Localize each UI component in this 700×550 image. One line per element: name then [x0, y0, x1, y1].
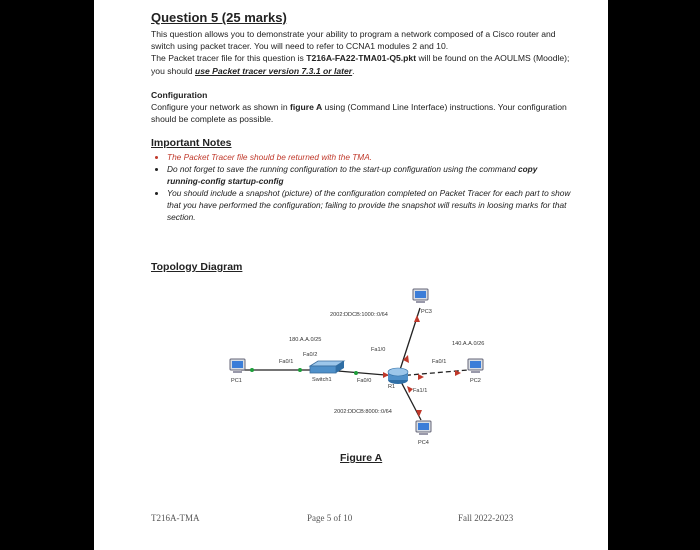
question-title: Question 5 (25 marks) [151, 10, 287, 25]
intro-2-end: . [352, 65, 355, 76]
label-pc3-ipv6: 2002:DDCB:1000::0/64 [330, 312, 388, 318]
pc2-icon [468, 359, 483, 373]
label-sw-fa02: Fa0/2 [303, 352, 318, 358]
intro-paragraph-1: This question allows you to demonstrate your ability to program a network composed of a Cisco router and switch using packet tracer. You will need to refer to CCNA1 modules 2 and 10. [151, 29, 556, 52]
pkt-filename: T216A-FA22-TMA01-Q5.pkt [306, 53, 417, 64]
figure-ref: figure A [290, 101, 323, 112]
config-suffix: using (Command Line Interface) instructions. Your configuration should be complete as possible. [151, 101, 567, 125]
label-pc4-ipv6: 2002:DDCB:8000::0/64 [334, 409, 392, 415]
link-markers [250, 315, 461, 417]
note-item-1: • The Packet Tracer file should be returned with the TMA. [167, 151, 573, 163]
notes-heading: Important Notes [151, 137, 232, 150]
pc1-icon [230, 359, 245, 373]
label-r-fa00: Fa0/0 [357, 378, 372, 384]
router-icon [388, 368, 408, 384]
label-sw-fa01: Fa0/1 [279, 359, 294, 365]
footer-left: T216A-TMA [151, 513, 200, 523]
configuration-heading: Configuration [151, 89, 208, 100]
pc4-icon [416, 421, 431, 435]
version-note: use Packet tracer version 7.3.1 or later [194, 65, 353, 76]
label-switch: Switch1 [312, 377, 332, 383]
label-r-fa01: Fa0/1 [432, 359, 447, 365]
topology-heading: Topology Diagram [151, 261, 243, 273]
label-pc4: PC4 [418, 440, 429, 446]
label-net-right: 140.A.A.0/26 [452, 341, 485, 347]
label-pc1: PC1 [231, 378, 242, 384]
note-2-command: copy running-config startup-config [167, 164, 538, 187]
config-prefix: Configure your network as shown in [151, 101, 291, 112]
intro-2-mid: will be found on the AOULMS (Moodle); you should [151, 53, 570, 76]
figure-caption: Figure A [340, 452, 383, 464]
intro-2-prefix: The Packet tracer file for this question is [151, 53, 307, 64]
label-router: R1 [388, 384, 396, 390]
note-item-3: • You should include a snapshot (picture) of the configuration completed on Packet Tracer for each part to show that you have performed the configuration; failing to provide the snapshot will results in loosing marks for that section. [167, 187, 573, 223]
label-net-left: 180.A.A.0/25 [289, 337, 322, 343]
pc3-icon [413, 289, 428, 303]
note-2-text: Do not forget to save the running configuration to the start-up configuration using the command [167, 164, 518, 175]
label-r-fa10: Fa1/0 [371, 347, 386, 353]
footer-right: Fall 2022-2023 [458, 513, 514, 523]
label-r-fa11: Fa1/1 [413, 388, 428, 394]
label-pc2: PC2 [470, 378, 481, 384]
label-pc3: PC3 [421, 309, 432, 315]
footer-page-number: Page 5 of 10 [307, 513, 353, 523]
